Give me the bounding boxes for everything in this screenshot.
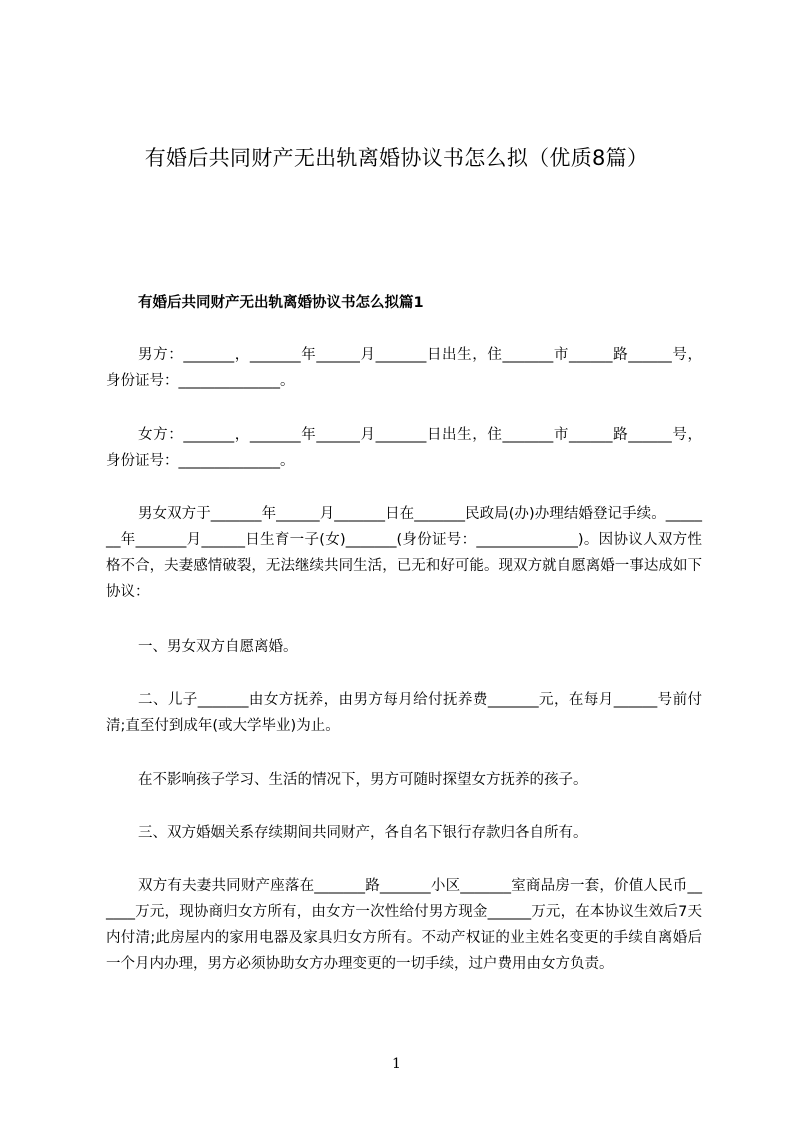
document-title: 有婚后共同财产无出轨离婚协议书怎么拟（优质8篇）	[144, 146, 649, 170]
paragraph-clause-3: 三、双方婚姻关系存续期间共同财产，各自名下银行存款归各自所有。	[138, 825, 588, 841]
paragraph-property: 双方有夫妻共同财产座落在_______路_______小区_______室商品房一套，价值人民币______万元，现协商归女方所有，由女方一次性给付男方现金______万元，在本协议生效后7天内付清;此房屋内的家用电器及家具归女方所有。不动产权证的业主姓名变更的手续自离婚后一个月内办理，男方必须协助女方办理变更的一切手续，过户费用由女方负责。	[106, 878, 702, 972]
page-number: 1	[392, 1056, 401, 1072]
paragraph-marriage-info: 男女双方于_______年______月_______日在_______民政局(办)办理结婚登记手续。_______年_______月______日生育一子(女)_______(身份证号：______________)。因协议人双方性格不合，夫妻感情破裂，无法继续共同生活，已无和好可能。现双方就自愿离婚一事达成如下协议：	[106, 506, 702, 600]
paragraph-clause-2: 二、儿子_______由女方抚养，由男方每月给付抚养费_______元，在每月______号前付清;直至付到成年(或大学毕业)为止。	[106, 692, 702, 734]
paragraph-male-party: 男方：_______，_______年______月_______日出生，住_______市______路______号，身份证号：______________。	[106, 347, 702, 389]
paragraph-female-party: 女方：_______，_______年______月_______日出生，住_______市______路______号，身份证号：______________。	[106, 427, 702, 469]
paragraph-visitation: 在不影响孩子学习、生活的情况下，男方可随时探望女方抚养的孩子。	[138, 772, 588, 788]
paragraph-clause-1: 一、男女双方自愿离婚。	[138, 639, 298, 655]
section-title: 有婚后共同财产无出轨离婚协议书怎么拟篇1	[138, 295, 424, 311]
